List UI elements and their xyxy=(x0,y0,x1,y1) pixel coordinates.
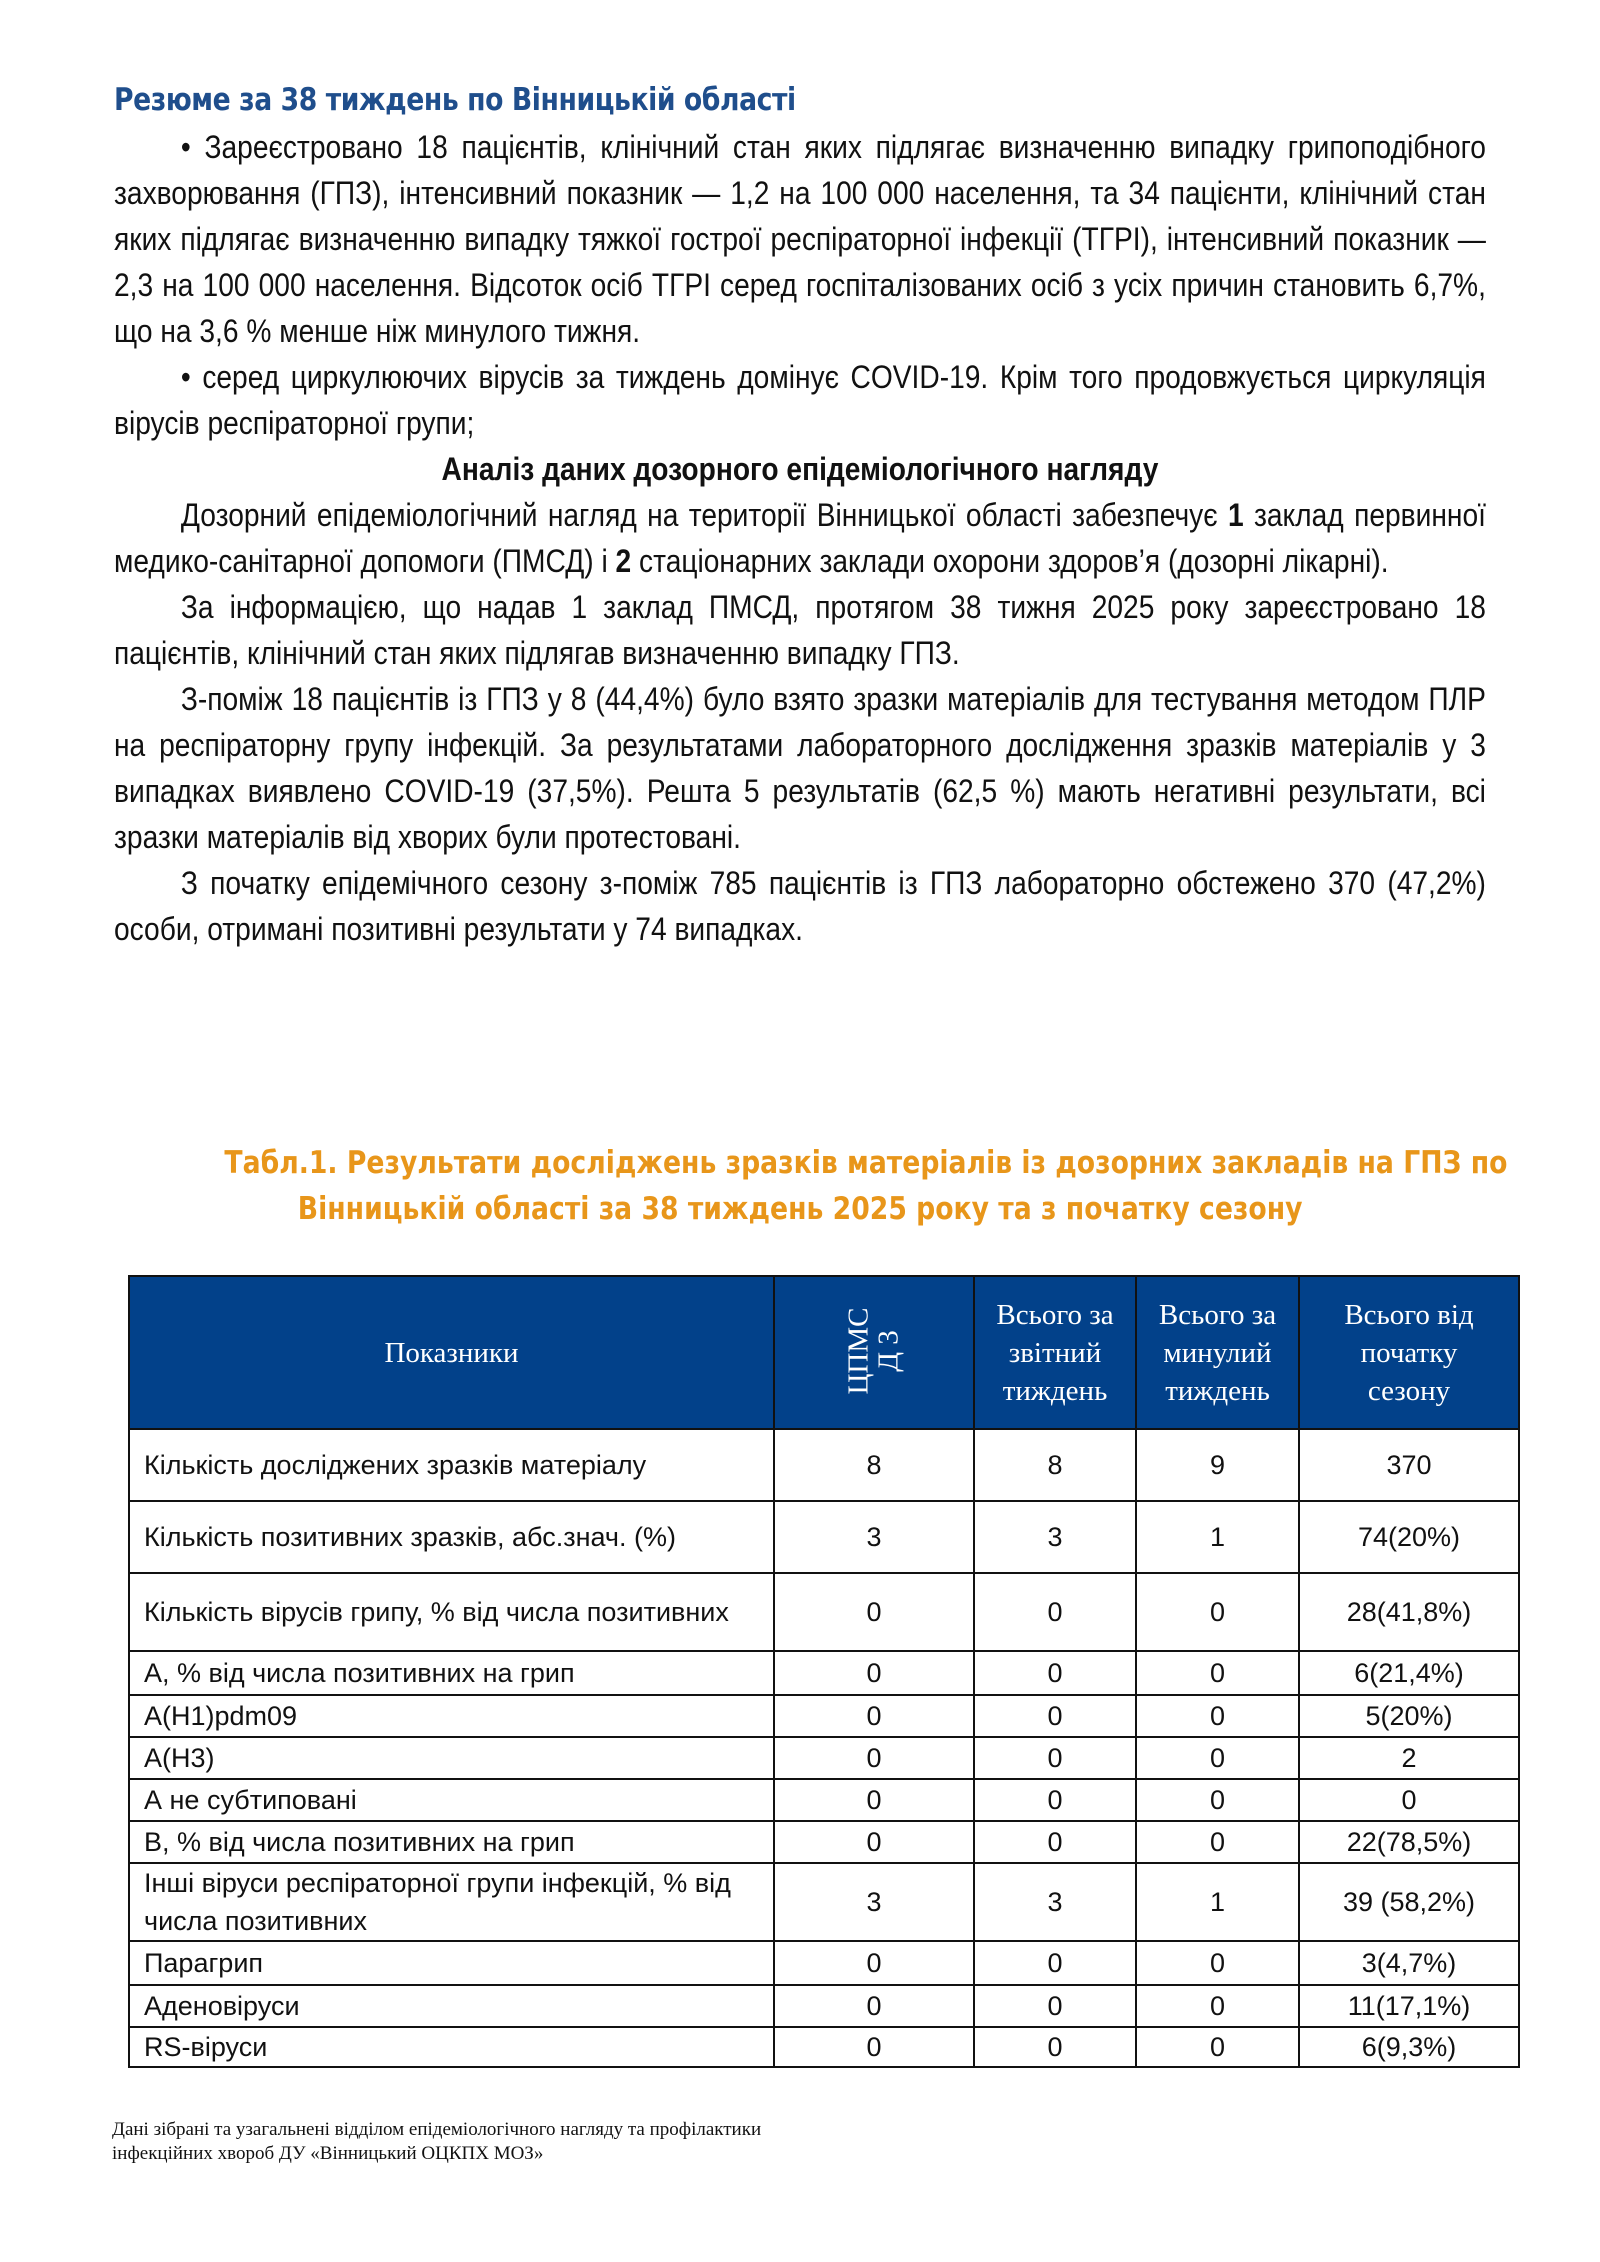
cell-cpmsd: 0 xyxy=(774,1779,974,1821)
results-table xyxy=(128,1275,1520,2068)
table-row xyxy=(129,2027,1519,2067)
row-label: А(Н1)pdm09 xyxy=(129,1695,774,1737)
row-label: В, % від числа позитивних на грип xyxy=(129,1821,774,1863)
summary-section xyxy=(114,124,1486,952)
cell-season: 370 xyxy=(1299,1429,1519,1501)
table-row xyxy=(129,1651,1519,1695)
table-title-line-2: Вінницькій області за 38 тиждень 2025 року та з початку сезону xyxy=(297,1191,1303,1227)
cell-week: 0 xyxy=(974,1985,1136,2027)
cell-season: 6(21,4%) xyxy=(1299,1651,1519,1695)
header-season-total: Всього від початку сезону xyxy=(1299,1276,1519,1429)
hospital-count: 2 xyxy=(615,543,632,579)
row-label: А, % від числа позитивних на грип xyxy=(129,1651,774,1695)
cell-week: 0 xyxy=(974,1737,1136,1779)
cell-week: 0 xyxy=(974,1779,1136,1821)
cell-week: 0 xyxy=(974,1941,1136,1985)
table-row xyxy=(129,1779,1519,1821)
cell-season: 0 xyxy=(1299,1779,1519,1821)
cell-cpmsd: 0 xyxy=(774,1737,974,1779)
summary-title: Резюме за 38 тиждень по Вінницькій області xyxy=(114,82,796,118)
row-label: Кількість позитивних зразків, абс.знач. (%) xyxy=(129,1501,774,1573)
table-row xyxy=(129,1941,1519,1985)
cell-season: 28(41,8%) xyxy=(1299,1573,1519,1651)
table-row xyxy=(129,1737,1519,1779)
cell-week: 0 xyxy=(974,1821,1136,1863)
cell-week: 0 xyxy=(974,1651,1136,1695)
row-label: Кількість вірусів грипу, % від числа позитивних xyxy=(129,1573,774,1651)
cell-season: 5(20%) xyxy=(1299,1695,1519,1737)
pmsd-count: 1 xyxy=(1227,497,1244,533)
cell-cpmsd: 0 xyxy=(774,1573,974,1651)
footnote-line-1: Дані зібрані та узагальнені відділом епідеміологічного нагляду та профілактики xyxy=(112,2119,762,2140)
cell-week: 0 xyxy=(974,1695,1136,1737)
row-label: А(Н3) xyxy=(129,1737,774,1779)
cell-prev: 1 xyxy=(1136,1501,1299,1573)
table-row xyxy=(129,1573,1519,1651)
cell-season: 11(17,1%) xyxy=(1299,1985,1519,2027)
row-label: RS-віруси xyxy=(129,2027,774,2067)
cell-week: 0 xyxy=(974,1573,1136,1651)
table-title-line-1: Табл.1. Результати досліджень зразків матеріалів із дозорних закладів на ГПЗ по xyxy=(224,1145,1508,1181)
analysis-heading: Аналіз даних дозорного епідеміологічного нагляду xyxy=(441,451,1159,487)
row-label: А не субтиповані xyxy=(129,1779,774,1821)
header-reporting-week: Всього за звітний тиждень xyxy=(974,1276,1136,1429)
cell-cpmsd: 3 xyxy=(774,1863,974,1941)
table-row xyxy=(129,1429,1519,1501)
table-row xyxy=(129,1501,1519,1573)
header-indicators: Показники xyxy=(129,1276,774,1429)
cell-cpmsd: 0 xyxy=(774,1821,974,1863)
cell-week: 3 xyxy=(974,1501,1136,1573)
cell-prev: 0 xyxy=(1136,1737,1299,1779)
table-row xyxy=(129,1863,1519,1941)
cell-cpmsd: 8 xyxy=(774,1429,974,1501)
footnote-source xyxy=(112,2118,1012,2166)
cell-season: 2 xyxy=(1299,1737,1519,1779)
cell-prev: 0 xyxy=(1136,1941,1299,1985)
cell-week: 0 xyxy=(974,2027,1136,2067)
cell-prev: 0 xyxy=(1136,1651,1299,1695)
table-row xyxy=(129,1695,1519,1737)
cell-season: 74(20%) xyxy=(1299,1501,1519,1573)
analysis-paragraph-season-totals: З початку епідемічного сезону з-поміж 785 пацієнтів із ГПЗ лабораторно обстежено 370 (47,2%) особи, отримані позитивні результати у 74 випадках. xyxy=(114,865,1486,947)
cell-season: 3(4,7%) xyxy=(1299,1941,1519,1985)
cell-cpmsd: 3 xyxy=(774,1501,974,1573)
cell-prev: 0 xyxy=(1136,1821,1299,1863)
analysis-paragraph-pcr-testing: З-поміж 18 пацієнтів із ГПЗ у 8 (44,4%) було взято зразки матеріалів для тестування методом ПЛР на респіраторну групу інфекцій. За результатами лабораторного дослідження зразків матеріалів у 3 випадках виявлено COVID-19 (37,5%). Решта 5 результатів (62,5 %) мають негативні результати, всі зразки матеріалів від хворих були протестовані. xyxy=(114,681,1486,855)
cell-cpmsd: 0 xyxy=(774,1695,974,1737)
table-row xyxy=(129,1985,1519,2027)
header-previous-week: Всього за минулий тиждень xyxy=(1136,1276,1299,1429)
table-row xyxy=(129,1821,1519,1863)
cell-prev: 0 xyxy=(1136,1573,1299,1651)
cell-prev: 0 xyxy=(1136,2027,1299,2067)
cell-cpmsd: 0 xyxy=(774,1985,974,2027)
summary-bullet-circulating-viruses: • серед циркулюючих вірусів за тиждень домінує COVID-19. Крім того продовжується циркуляція вірусів респіраторної групи; xyxy=(114,359,1486,441)
cell-season: 6(9,3%) xyxy=(1299,2027,1519,2067)
row-label: Аденовіруси xyxy=(129,1985,774,2027)
cell-season: 22(78,5%) xyxy=(1299,1821,1519,1863)
cell-prev: 9 xyxy=(1136,1429,1299,1501)
analysis-paragraph-sentinel-sites: Дозорний епідеміологічний нагляд на території Вінницької області забезпечує 1 заклад первинної медико-санітарної допомоги (ПМСД) і 2 стаціонарних заклади охорони здоров’я (дозорні лікарні). xyxy=(114,497,1486,579)
footnote-line-2: інфекційних хвороб ДУ «Вінницький ОЦКПХ МОЗ» xyxy=(112,2143,544,2164)
row-label: Парагрип xyxy=(129,1941,774,1985)
analysis-paragraph-weekly-registration: За інформацією, що надав 1 заклад ПМСД, протягом 38 тижня 2025 року зареєстровано 18 пацієнтів, клінічний стан яких підлягав визначенню випадку ГПЗ. xyxy=(114,589,1486,671)
cell-cpmsd: 0 xyxy=(774,2027,974,2067)
table-title xyxy=(120,1140,1508,1232)
row-label: Кількість досліджених зразків матеріалу xyxy=(129,1429,774,1501)
cell-cpmsd: 0 xyxy=(774,1941,974,1985)
cell-prev: 0 xyxy=(1136,1985,1299,2027)
row-label: Інші віруси респіраторної групи інфекцій, % від числа позитивних xyxy=(129,1863,774,1941)
summary-bullet-registered-patients: • Зареєстровано 18 пацієнтів, клінічний стан яких підлягає визначенню випадку грипоподібного захворювання (ГПЗ), інтенсивний показник — 1,2 на 100 000 населення, та 34 пацієнти, клінічний стан яких підлягає визначенню випадку тяжкої гострої респіраторної інфекції (ТГРІ), інтенсивний показник — 2,3 на 100 000 населення. Відсоток осіб ТГРІ серед госпіталізованих осіб з усіх причин становить 6,7%, що на 3,6 % менше ніж минулого тижня. xyxy=(114,129,1486,349)
cell-prev: 0 xyxy=(1136,1779,1299,1821)
cell-prev: 1 xyxy=(1136,1863,1299,1941)
cell-cpmsd: 0 xyxy=(774,1651,974,1695)
cell-season: 39 (58,2%) xyxy=(1299,1863,1519,1941)
cell-prev: 0 xyxy=(1136,1695,1299,1737)
cell-week: 3 xyxy=(974,1863,1136,1941)
table-header-row xyxy=(129,1276,1519,1429)
header-cpmsd: ЦПМС Д 3 xyxy=(774,1276,974,1429)
cell-week: 8 xyxy=(974,1429,1136,1501)
